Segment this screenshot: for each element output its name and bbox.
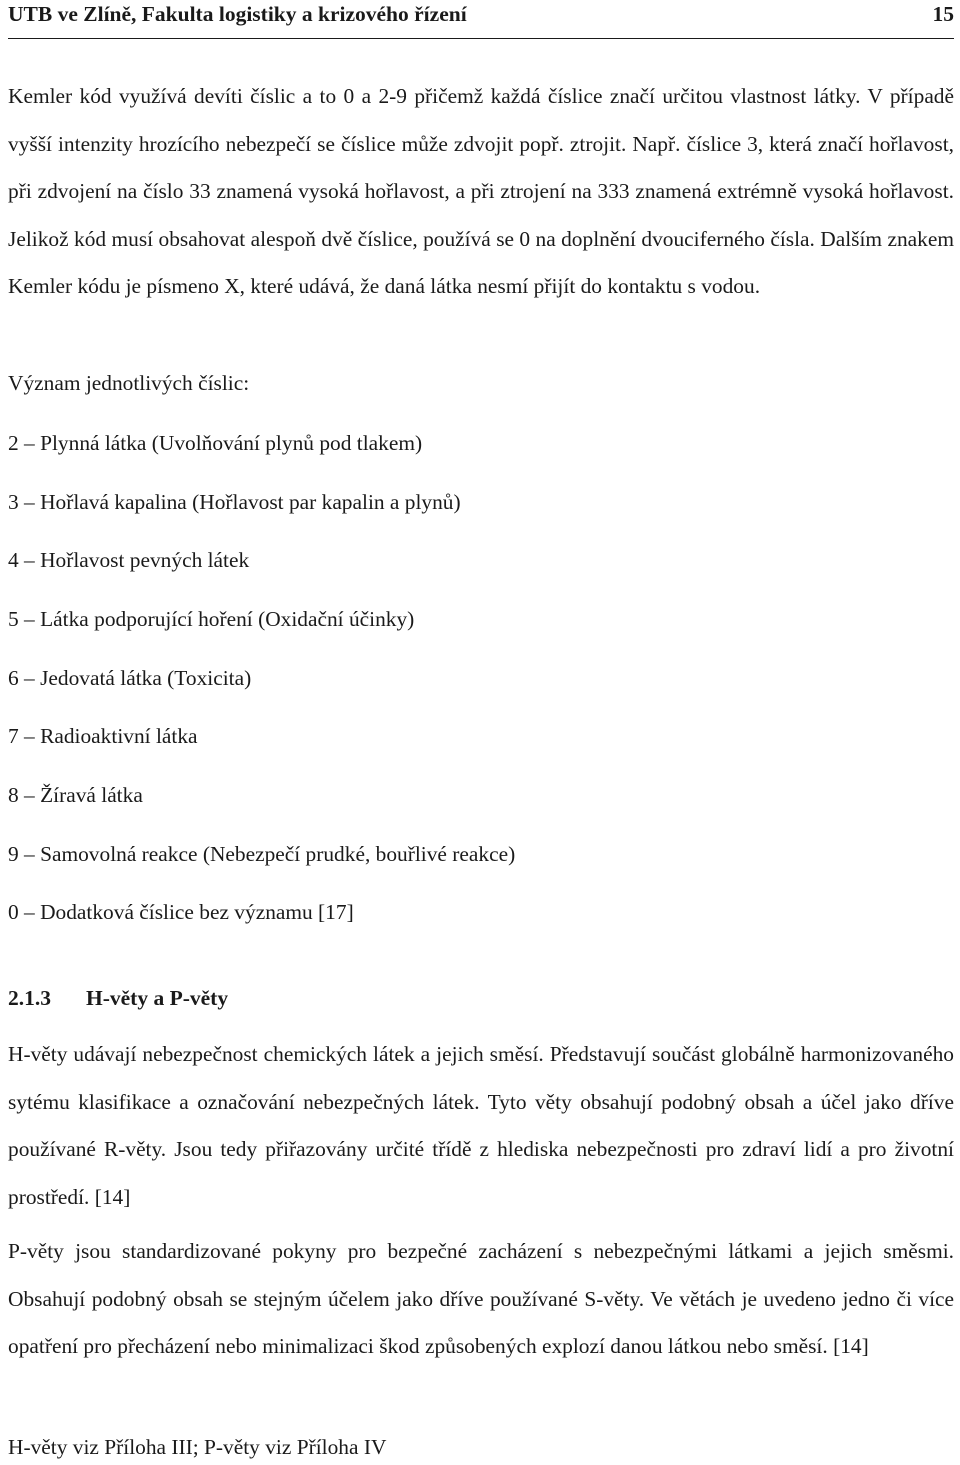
- section-number: 2.1.3: [8, 986, 51, 1010]
- list-item: 6 – Jedovatá látka (Toxicita): [8, 666, 252, 690]
- list-item: 8 – Žíravá látka: [8, 783, 143, 807]
- list-item: 2 – Plynná látka (Uvolňování plynů pod tlakem): [8, 431, 423, 455]
- section-heading: [8, 983, 228, 1013]
- appendix-reference: H-věty viz Příloha III; P-věty viz Příloha IV: [8, 1435, 387, 1459]
- list-item: 7 – Radioaktivní látka: [8, 724, 198, 748]
- section-title: H-věty a P-věty: [86, 986, 229, 1010]
- header-title: UTB ve Zlíně, Fakulta logistiky a krizového řízení: [8, 2, 467, 26]
- page-number: 15: [932, 2, 954, 26]
- h-statements-paragraph: H-věty udávají nebezpečnost chemických látek a jejich směsí. Představují součást globálně harmonizovaného sytému klasifikace a označování nebezpečných látek. Tyto věty obsahují podobný obsah a účel jako dříve používané R-věty. Jsou tedy přiřazovány určité třídě z hlediska nebezpečnosti pro zdraví lidí a pro životní prostředí. [14]: [8, 1042, 954, 1209]
- list-item: 5 – Látka podporující hoření (Oxidační účinky): [8, 607, 415, 631]
- list-item: 9 – Samovolná reakce (Nebezpečí prudké, bouřlivé reakce): [8, 842, 516, 866]
- list-item: 3 – Hořlavá kapalina (Hořlavost par kapalin a plynů): [8, 490, 461, 514]
- list-item: 0 – Dodatková číslice bez významu [17]: [8, 900, 354, 924]
- running-header: [8, 0, 954, 39]
- digit-meaning-heading: Význam jednotlivých číslic:: [8, 371, 250, 395]
- intro-paragraph: Kemler kód využívá devíti číslic a to 0 a 2-9 přičemž každá číslice značí určitou vlastnost látky. V případě vyšší intenzity hrozícího nebezpečí se číslice může zdvojit popř. ztrojit. Např. číslice 3, která značí hořlavost, při zdvojení na číslo 33 znamená vysoká hořlavost, a při ztrojení na 333 znamená extrémně vysoká hořlavost. Jelikož kód musí obsahovat alespoň dvě číslice, používá se 0 na doplnění dvouciferného čísla. Dalším znakem Kemler kódu je písmeno X, které udává, že daná látka nesmí přijít do kontaktu s vodou.: [8, 84, 954, 298]
- list-item: 4 – Hořlavost pevných látek: [8, 548, 250, 572]
- p-statements-paragraph: P-věty jsou standardizované pokyny pro bezpečné zacházení s nebezpečnými látkami a jejich směsmi. Obsahují podobný obsah se stejným účelem jako dříve používané S-věty. Ve větách je uvedeno jedno či více opatření pro přecházení nebo minimalizaci škod způsobených explozí danou látkou nebo směsí. [14]: [8, 1239, 954, 1358]
